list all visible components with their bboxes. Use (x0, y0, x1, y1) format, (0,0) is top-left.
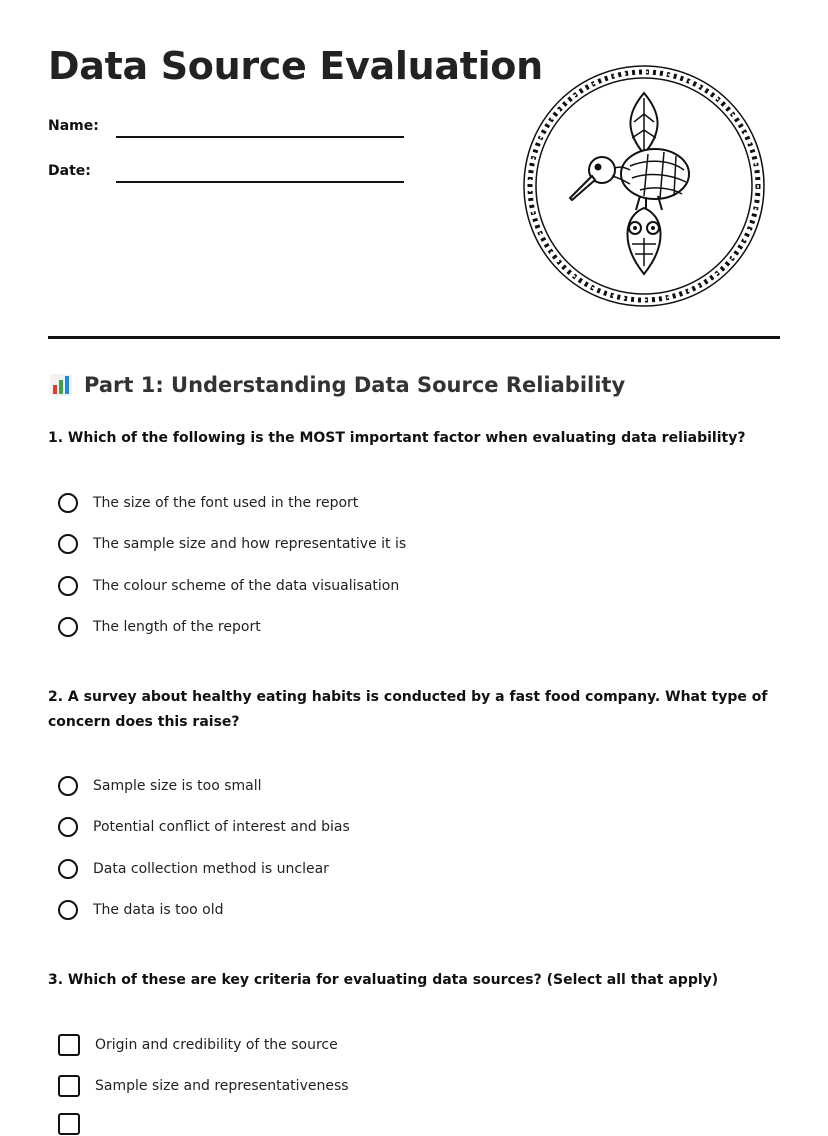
name-label: Name: (48, 118, 99, 134)
option-label: Origin and credibility of the source (95, 1037, 338, 1053)
checkbox[interactable] (58, 1113, 80, 1135)
question-3-option-1[interactable] (58, 1033, 338, 1057)
option-label: The length of the report (93, 619, 261, 635)
checkbox[interactable] (58, 1075, 80, 1097)
option-label: Sample size is too small (93, 778, 262, 794)
question-1-option-1[interactable] (58, 491, 358, 515)
question-2-option-4[interactable] (58, 898, 224, 922)
question-3-option-2[interactable] (58, 1074, 349, 1098)
section-heading-part-1 (48, 372, 625, 398)
radio-button[interactable] (58, 534, 78, 554)
question-1-text: 1. Which of the following is the MOST important factor when evaluating data reliability? (48, 430, 746, 446)
radio-button[interactable] (58, 493, 78, 513)
date-label: Date: (48, 163, 91, 179)
question-3-text: 3. Which of these are key criteria for evaluating data sources? (Select all that apply) (48, 972, 719, 988)
option-label: Sample size and representativeness (95, 1078, 349, 1094)
radio-button[interactable] (58, 817, 78, 837)
option-label: Data collection method is unclear (93, 861, 329, 877)
option-label: The sample size and how representative it is (93, 536, 407, 552)
option-label: The size of the font used in the report (93, 495, 359, 511)
kiwi-bird-emblem-icon (518, 60, 770, 312)
radio-button[interactable] (58, 859, 78, 879)
section-heading-text: Part 1: Understanding Data Source Reliability (84, 373, 626, 397)
radio-button[interactable] (58, 617, 78, 637)
question-1-option-4[interactable] (58, 615, 261, 639)
name-input-line[interactable] (116, 136, 404, 138)
question-1-option-3[interactable] (58, 574, 399, 598)
header-divider (48, 336, 780, 339)
question-2-option-3[interactable] (58, 857, 329, 881)
question-2-option-2[interactable] (58, 815, 350, 839)
radio-button[interactable] (58, 776, 78, 796)
radio-button[interactable] (58, 900, 78, 920)
page-title: Data Source Evaluation (48, 44, 543, 88)
date-input-line[interactable] (116, 181, 404, 183)
question-2-option-1[interactable] (58, 774, 262, 798)
bar-chart-icon (48, 372, 74, 398)
option-label: Potential conflict of interest and bias (93, 819, 350, 835)
question-2-text: 2. A survey about healthy eating habits is conducted by a fast food company. What type of concern does this raise? (48, 689, 768, 730)
option-label: The colour scheme of the data visualisation (93, 578, 400, 594)
radio-button[interactable] (58, 576, 78, 596)
question-1-option-2[interactable] (58, 532, 406, 556)
question-3-option-3-partial[interactable] (58, 1112, 80, 1136)
option-label: The data is too old (93, 902, 224, 918)
checkbox[interactable] (58, 1034, 80, 1056)
